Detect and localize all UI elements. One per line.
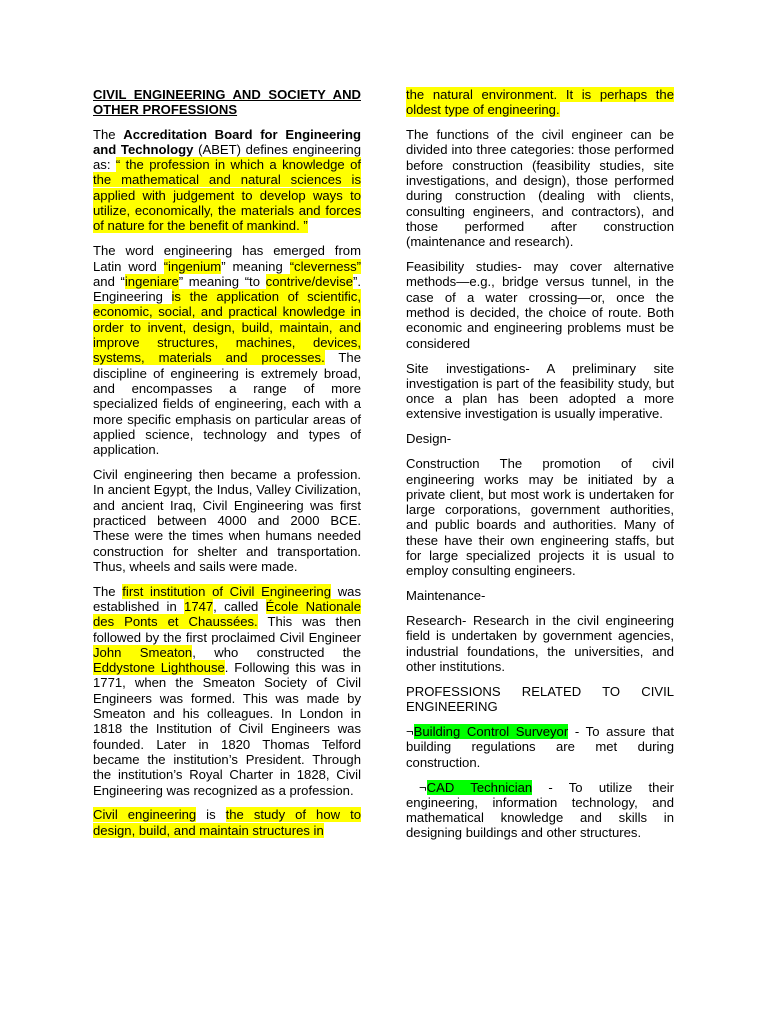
text-run: The [93,583,123,599]
text-run: - To assure that building regulations are met during construction. [406,724,674,770]
text-run: ” meaning “to [178,273,266,289]
professions-heading: PROFESSIONS RELATED TO CIVIL ENGINEERING [406,683,674,715]
bullet-icon: ¬ [419,779,427,795]
profession-building-control [406,724,674,770]
construction-paragraph: Construction The promotion of civil engineering works may be initiated by a private client, but most work is undertaken for large corporations, government authorities, and public boards and authorities. Many of these have their own engineering staffs, but for large specialized projects it is usual to employ consulting engineers. [406,456,674,579]
institution-paragraph [93,584,361,798]
abet-name: Accreditation Board for Engineering and Technology [93,126,362,157]
research-paragraph: Research- Research in the civil engineering field is undertaken by government agencies, industrial foundations, the universities, and other institutions. [406,613,674,674]
section-title: CIVIL ENGINEERING AND SOCIETY AND OTHER PROFESSIONS [93,87,361,118]
text-run: - To utilize their engineering, information technology, and mathematical knowledge and skills in designing buildings and other structures. [406,779,674,841]
etymology-paragraph [93,243,361,457]
highlight-natural-environment: the natural environment. It is perhaps the oldest type of engineering. [406,87,674,118]
text-run: The [93,126,124,142]
right-column [406,87,674,850]
site-investigations-paragraph: Site investigations- A preliminary site investigation is part of the feasibility study, but once a plan has been adopted a more extensive investigation is usually imperative. [406,360,674,422]
highlight-application: is the application of scientific, economic, social, and practical knowledge in order to invent, design, build, maintain, and improve structures, machines, devices, systems, materials and processes. [93,289,361,366]
highlight-building-control: Building Control Surveyor [413,724,569,740]
highlight-contrive: contrive/devise [265,273,353,289]
definition-paragraph [93,807,361,838]
highlight-ingenium: “ingenium [163,258,222,274]
text-run: This was then followed by the first proclaimed Civil Engineer [93,614,362,645]
bullet-icon: ¬ [406,724,414,740]
abet-paragraph [93,127,361,234]
text-run: The word engineering has emerged from Latin word [93,243,361,274]
highlight-ingeniare: ingeniare [124,273,179,289]
highlight-lighthouse: Eddystone Lighthouse [93,660,225,676]
design-paragraph: Design- [406,431,452,447]
highlight-cleverness: “cleverness” [289,258,361,274]
text-run: The discipline of engineering is extremely broad, and encompasses a range of more specialized fields of engineering, each with a more specific emphasis on particular areas of applied science, technology and types of application. [93,350,361,458]
highlight-study: the study of how to design, build, and maintain structures in [93,807,361,838]
highlight-year: 1747 [184,598,214,614]
text-run: ” meaning [221,258,290,274]
text-run: , who constructed the [192,644,361,660]
text-run: is [196,807,226,823]
feasibility-paragraph: Feasibility studies- may cover alternative methods—e.g., bridge versus tunnel, in the case of a water crossing—or, once the method is decided, the choice of route. Both economic and engineering problems must be considered [406,259,674,351]
profession-cad-technician [406,780,674,841]
text-run: , called [213,598,266,614]
text-run: ”. Engineering [93,273,361,305]
highlight-definition: “ the profession in which a knowledge of the mathematical and natural sciences is applied with judgement to develop ways to utilize, economically, the materials and forces of nature for the benefit of mankind. ” [93,157,361,234]
highlight-smeaton: John Smeaton [93,644,193,660]
text-run: (ABET) defines engineering as: [93,141,361,173]
left-column [93,87,361,848]
history-paragraph: Civil engineering then became a profession. In ancient Egypt, the Indus, Valley Civilization, and ancient Iraq, Civil Engineering was first practiced between 4000 and 2000 BCE. These were the times when humans needed construction for shelter and transportation. Thus, wheels and sails were made. [93,467,361,574]
text-run: . Following this was in 1771, when the Smeaton Society of Civil Engineers was formed. This was made by Smeaton and his colleagues. In London in 1818 the Institution of Civil Engineers was founded. Later in 1820 Thomas Telford became the institution’s President. Through the institution’s Royal Charter in 1828, Civil Engineering was recognized as a profession. [93,660,361,798]
functions-paragraph: The functions of the civil engineer can be divided into three categories: those performed before construction (feasibility studies, site investigations, and design), those performed during construction (dealing with clients, consulting engineers, and contractors), and those performed after construction (maintenance and research). [406,127,674,250]
text-run: was established in [93,583,361,614]
highlight-first-institution: first institution of Civil Engineering [122,583,332,599]
maintenance-paragraph: Maintenance- [406,588,486,604]
highlight-cad-technician: CAD Technician [426,779,533,795]
highlight-civil-engineering: Civil engineering [93,807,197,823]
text-run: and “ [93,273,125,289]
continued-paragraph [406,87,674,118]
highlight-ecole: École Nationale des Ponts et Chaussées. [93,598,361,630]
